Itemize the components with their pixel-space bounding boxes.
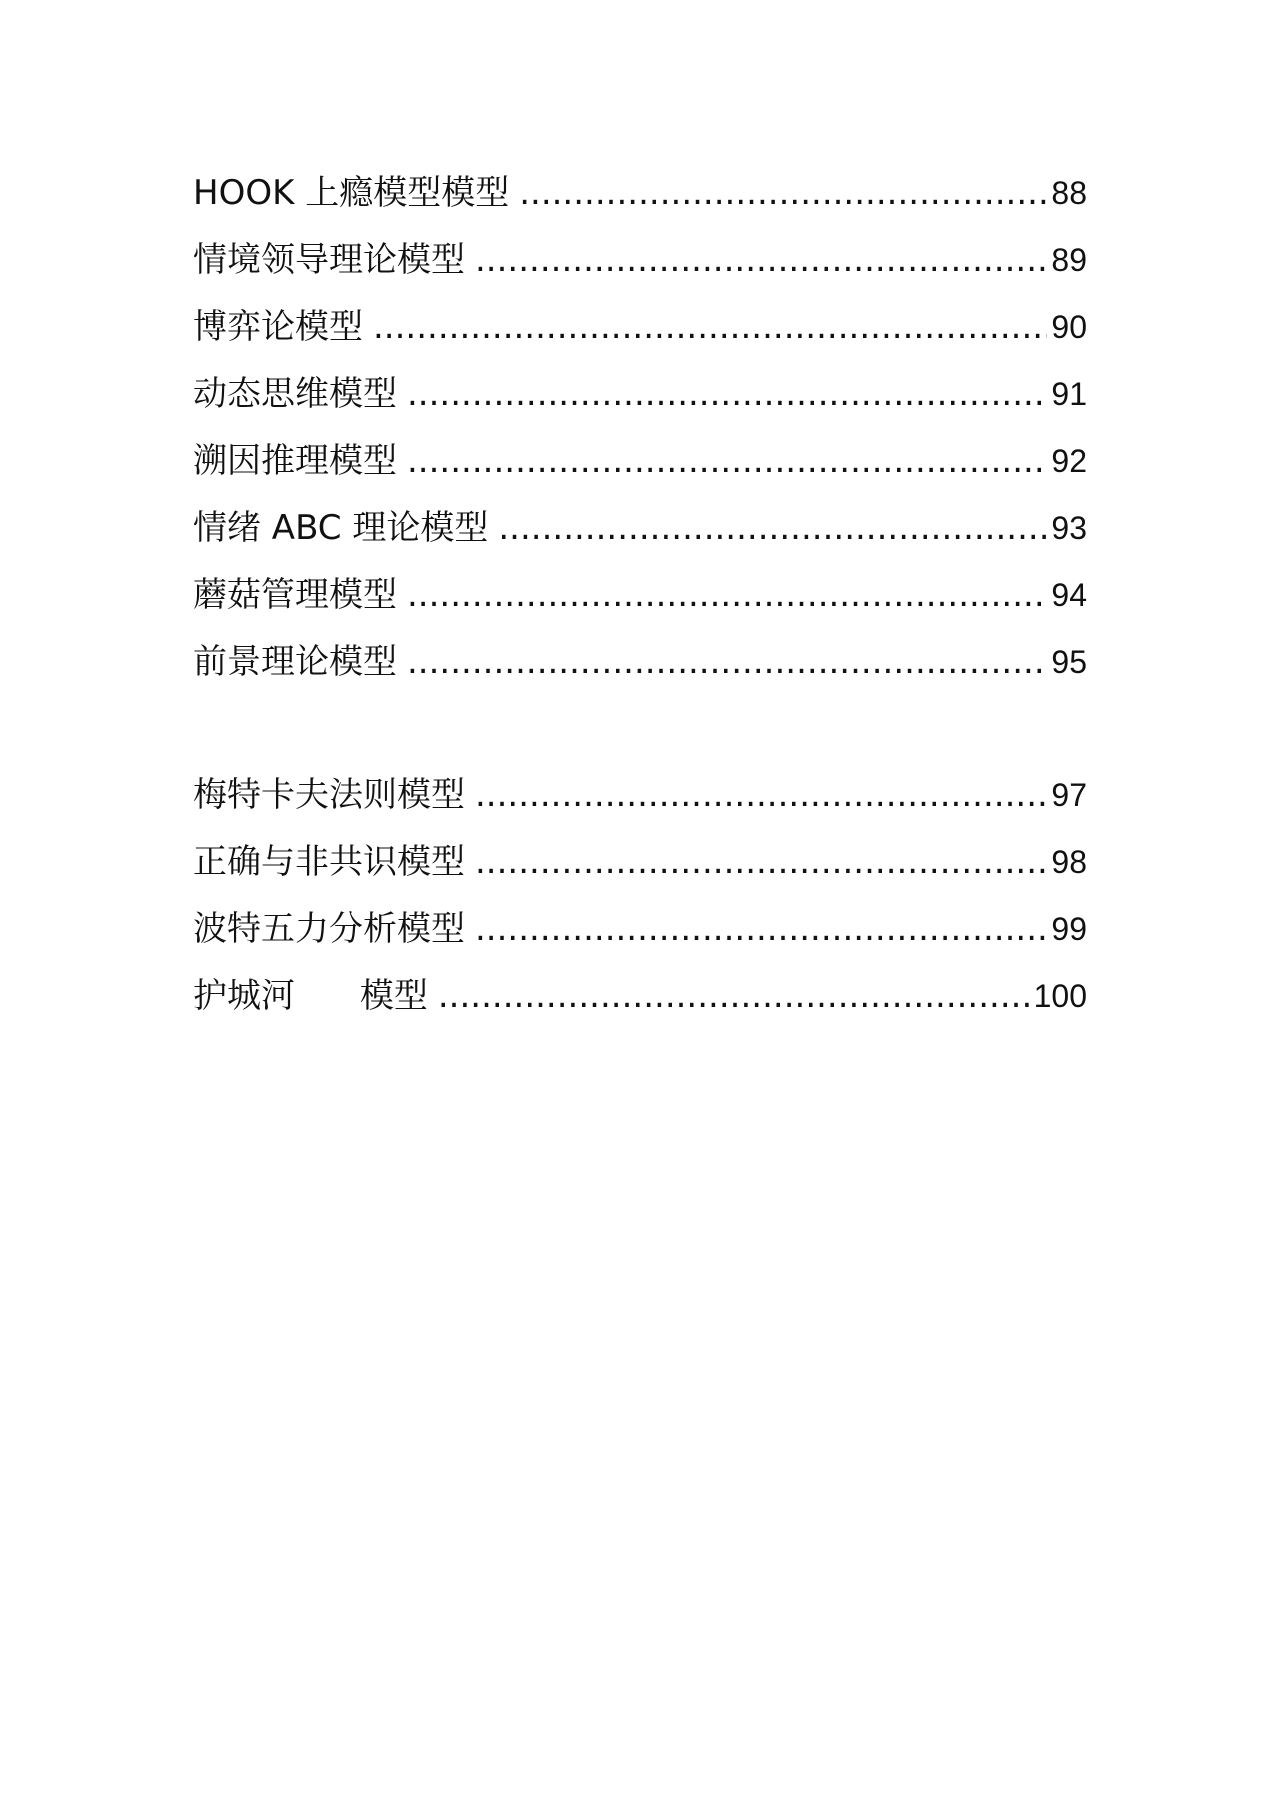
toc-entry[interactable] — [193, 896, 1087, 963]
dot-leader — [407, 361, 1047, 428]
toc-entry-page: 93 — [1051, 510, 1087, 546]
toc-entry[interactable] — [193, 762, 1087, 829]
toc-entry-page: 92 — [1051, 443, 1087, 479]
toc-entry-page: 98 — [1051, 844, 1087, 880]
toc-entry-title: 护城河 模型 — [193, 976, 428, 1016]
dot-leader — [407, 562, 1047, 629]
toc-entry[interactable] — [193, 227, 1087, 294]
toc-entry-title: 情绪 ABC 理论模型 — [193, 508, 489, 548]
toc-entry-title: 前景理论模型 — [193, 642, 397, 682]
toc-entry-page: 99 — [1051, 911, 1087, 947]
toc-entry-title: 正确与非共识模型 — [193, 842, 465, 882]
toc-entry[interactable] — [193, 963, 1087, 1030]
dot-leader — [438, 963, 1030, 1030]
toc-entry-page: 97 — [1051, 777, 1087, 813]
toc-entry-title: 动态思维模型 — [193, 374, 397, 414]
toc-entry[interactable] — [193, 428, 1087, 495]
toc-entry-title: 波特五力分析模型 — [193, 909, 465, 949]
dot-leader — [475, 227, 1047, 294]
toc-entry-page: 91 — [1051, 376, 1087, 412]
dot-leader — [475, 762, 1047, 829]
dot-leader — [407, 629, 1047, 696]
toc-group-2 — [193, 762, 1087, 1030]
toc-entry[interactable] — [193, 629, 1087, 696]
toc-entry-title: 情境领导理论模型 — [193, 240, 465, 280]
toc-entry-title: 博弈论模型 — [193, 307, 363, 347]
dot-leader — [475, 829, 1047, 896]
toc-entry[interactable] — [193, 160, 1087, 227]
toc-entry-title: HOOK 上瘾模型模型 — [193, 173, 510, 213]
toc-entry-page: 94 — [1051, 577, 1087, 613]
dot-leader — [498, 495, 1047, 562]
toc-entry[interactable] — [193, 361, 1087, 428]
toc-entry-title: 溯因推理模型 — [193, 441, 397, 481]
toc-entry[interactable] — [193, 495, 1087, 562]
toc-entry-page: 90 — [1051, 309, 1087, 345]
toc-entry[interactable] — [193, 294, 1087, 361]
toc-entry-title: 梅特卡夫法则模型 — [193, 775, 465, 815]
dot-leader — [407, 428, 1047, 495]
toc-group-1 — [193, 160, 1087, 696]
toc-entry-page: 100 — [1033, 978, 1087, 1014]
toc-entry-title: 蘑菇管理模型 — [193, 575, 397, 615]
toc-entry-page: 95 — [1051, 644, 1087, 680]
toc-entry-page: 88 — [1051, 175, 1087, 211]
dot-leader — [475, 896, 1047, 963]
toc-entry-page: 89 — [1051, 242, 1087, 278]
table-of-contents — [193, 160, 1087, 1030]
toc-entry[interactable] — [193, 562, 1087, 629]
toc-entry[interactable] — [193, 829, 1087, 896]
dot-leader — [519, 160, 1047, 227]
dot-leader — [373, 294, 1047, 361]
